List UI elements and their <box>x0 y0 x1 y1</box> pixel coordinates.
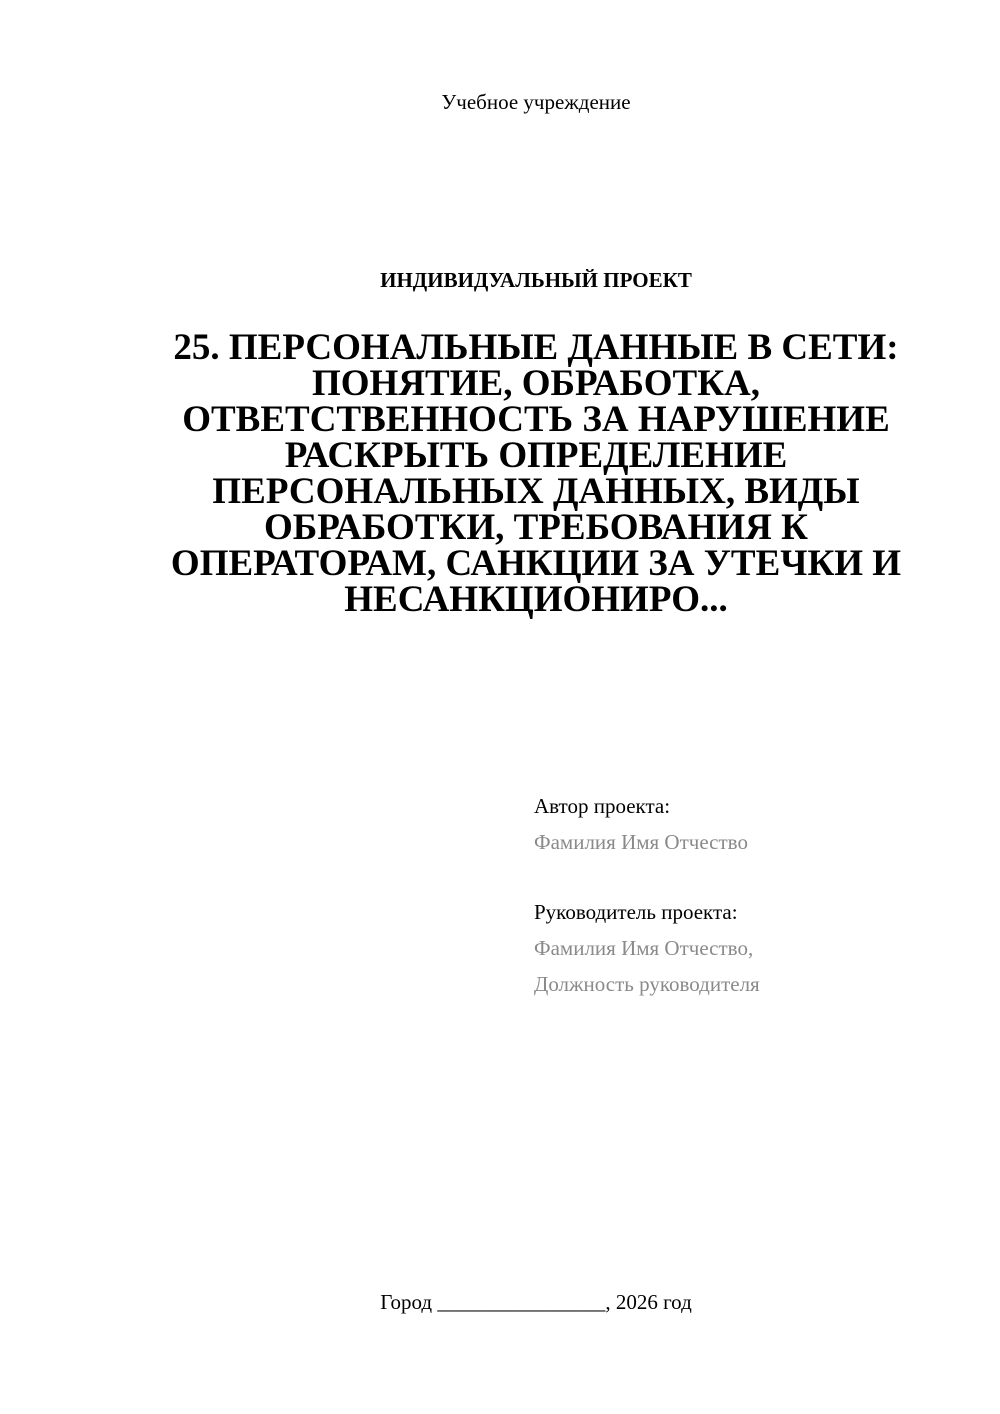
document-type: ИНДИВИДУАЛЬНЫЙ ПРОЕКТ <box>380 268 692 292</box>
people-block <box>534 788 974 1002</box>
supervisor-label: Руководитель проекта: <box>534 900 738 924</box>
author-block <box>534 788 974 860</box>
supervisor-block <box>534 894 974 1002</box>
author-label: Автор проекта: <box>534 794 671 818</box>
city-year-line: Город ________________, 2026 год <box>380 1290 692 1314</box>
author-name: Фамилия Имя Отчество <box>534 830 748 854</box>
institution-name: Учебное учреждение <box>441 90 631 114</box>
project-title: 25. ПЕРСОНАЛЬНЫЕ ДАННЫЕ В СЕТИ: ПОНЯТИЕ, ОБРАБОТКА, ОТВЕТСТВЕННОСТЬ ЗА НАРУШЕНИЕ РАСКРЫТЬ ОПРЕДЕЛЕНИЕ ПЕРСОНАЛЬНЫХ ДАННЫХ, ВИДЫ ОБРАБОТКИ, ТРЕБОВАНИЯ К ОПЕРАТОРАМ, САНКЦИИ ЗА УТЕЧКИ И НЕСАНКЦИОНИРО... <box>170 327 902 620</box>
supervisor-name: Фамилия Имя Отчество, <box>534 936 754 960</box>
supervisor-position: Должность руководителя <box>534 972 760 996</box>
